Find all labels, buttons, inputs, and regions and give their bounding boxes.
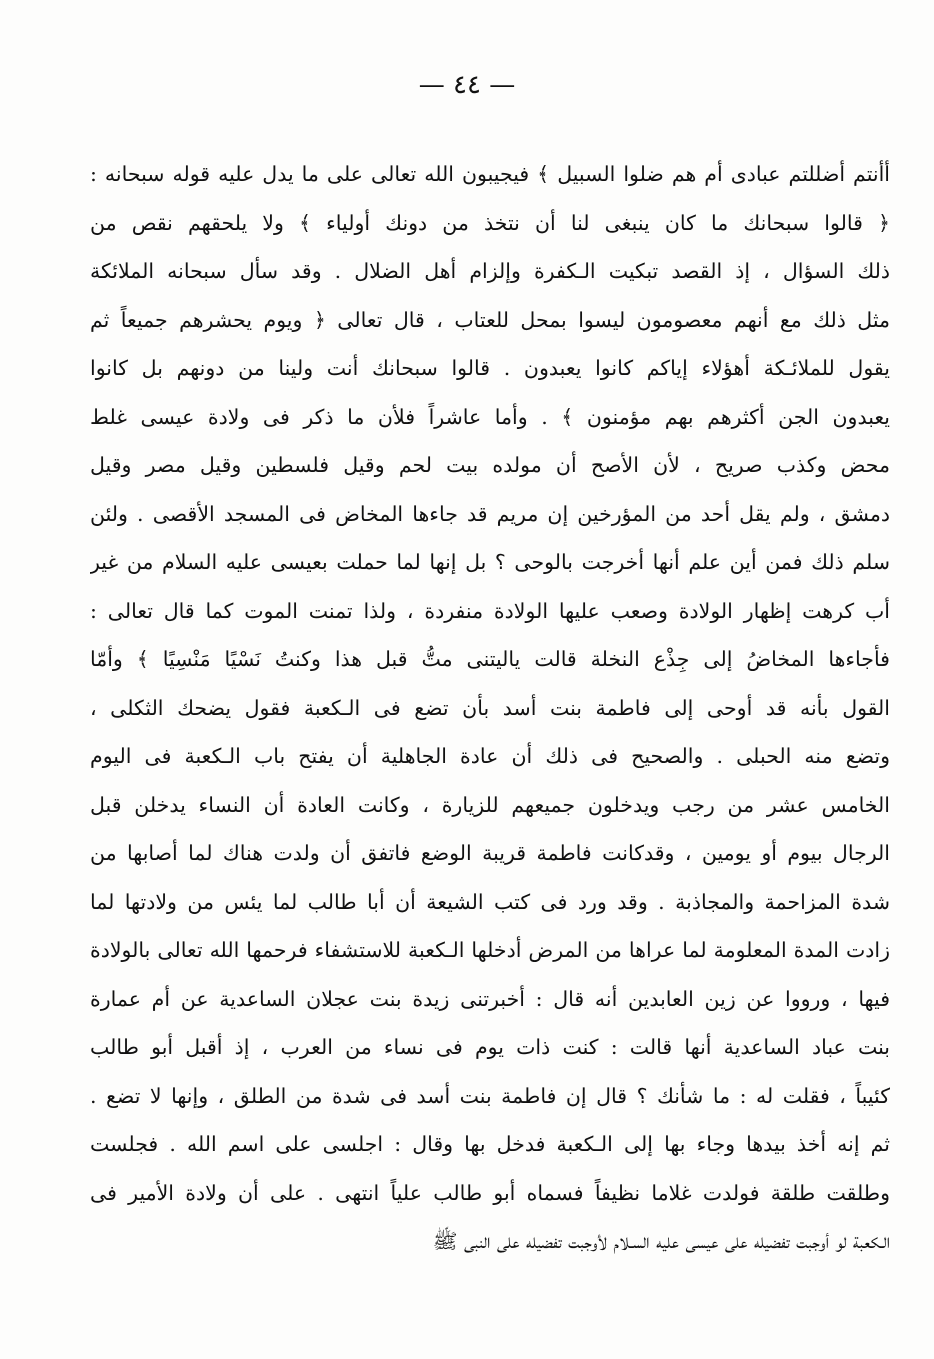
text-line: دمشق ، ولم يقل أحد من المؤرخين إن مريم قد جاءها المخاض فى المسجد الأقصى . ولئن [90, 501, 890, 526]
page-number: — ٤٤ — [418, 70, 516, 100]
text-line: ثم إنه أخذ بيدها وجاء بها إلى الـكعبة فدخل بها وقال : اجلسى على اسم الله . فجلست [90, 1132, 890, 1156]
text-line: ﴿ قالوا سبحانك ما كان ينبغى لنا أن نتخذ من دونك أولياء ﴾ ولا يلحقهم نقص من [90, 210, 890, 235]
text-line: شدة المزاحمة والمجاذبة . وقد ورد فى كتب الشيعة أن أبا طالب لما يئس من ولادتها لما [90, 889, 890, 914]
text-line: الخامس عشر من رجب ويدخلون جميعهم للزيارة ، وكانت العادة أن النساء يدخلن قبل [90, 792, 890, 817]
text-line: فيها ، ورووا عن زين العابدين أنه قال : أخبرتنى زيدة بنت عجلان الساعدية عن أم عمارة [90, 986, 890, 1011]
text-line: محض وكذب صريح ، لأن الأصح أن مولده بيت لحم وقيل فلسطين وقيل مصر وقيل [90, 453, 890, 477]
text-line: بنت عباد الساعدية أنها قالت : كنت ذات يوم فى نساء من العرب ، إذ أقبل أبو طالب [90, 1035, 890, 1059]
text-line: أب كرهت إظهار الولادة وصعب عليها الولادة منفردة ، ولذا تمنت الموت كما قال تعالى : [90, 598, 890, 623]
text-line: مثل ذلك مع أنهم معصومون ليسوا بمحل للعتاب ، قال تعالى ﴿ ويوم يحشرهم جميعاً ثم [90, 307, 890, 332]
text-line: الـكعبة لو أوجبت تفضيله على عيسى عليه السـلام لأوجبت تفضيله على النبى ﷺ [432, 1229, 890, 1253]
body-text [90, 150, 890, 1266]
text-line: الرجال بيوم أو يومين ، وقدكانت فاطمة قريبة الوضع فاتفق أن ولدت هناك لما أصابها من [90, 841, 890, 865]
text-line: يعبدون الجن أكثرهم بهم مؤمنون ﴾ . وأما عاشراً فلأن ما ذكر فى ولادة عيسى غلط [90, 404, 890, 429]
text-line: ذلك السؤال ، إذ القصد تبكيت الـكفرة وإلزام أهل الضلال . وقد سأل سبحانه الملائكة [90, 259, 890, 283]
text-line: كئيباً ، فقلت له : ما شأنك ؟ قال إن فاطمة بنت أسد فى شدة من الطلق ، وإنها لا تضع . [90, 1083, 890, 1108]
text-line: زادت المدة المعلومة لما عراها من المرض أدخلها الـكعبة للاستشفاء فرحمها الله تعالى بالولادة [90, 938, 890, 962]
text-line: فأجاءها المخاضُ إلى جِذْع النخلة قالت ياليتنى متُّ قبل هذا وكنتُ نَسْيًا مَنْسِيًا ﴾ وأمّا [90, 647, 890, 671]
text-line: أأنتم أضللتم عبادى أم هم ضلوا السبيل ﴾ فيجيبون الله تعالى على ما يدل عليه قوله سبحانه : [90, 162, 890, 186]
text-line: وطلقت طلقة فولدت غلاما نظيفاً فسماه أبو طالب علياً انتهى . على أن ولادة الأمير فى [90, 1180, 890, 1205]
text-line: القول بأنه قد أوحى إلى فاطمة بنت أسد بأن تضع فى الـكعبة فقول يضحك الثكلى ، [90, 695, 890, 720]
text-line: يقول للملائـكة أهؤلاء إياكم كانوا يعبدون . قالوا سبحانك أنت ولينا من دونهم بل كانوا [90, 356, 890, 380]
text-line: سلم ذلك فمن أين علم أنها أخرجت بالوحى ؟ بل إنها لما حملت بعيسى عليه السلام من غير [90, 550, 890, 574]
text-line: وتضع منه الحبلى . والصحيح فى ذلك أن عادة الجاهلية أن يفتح باب الـكعبة فى اليوم [90, 744, 890, 768]
